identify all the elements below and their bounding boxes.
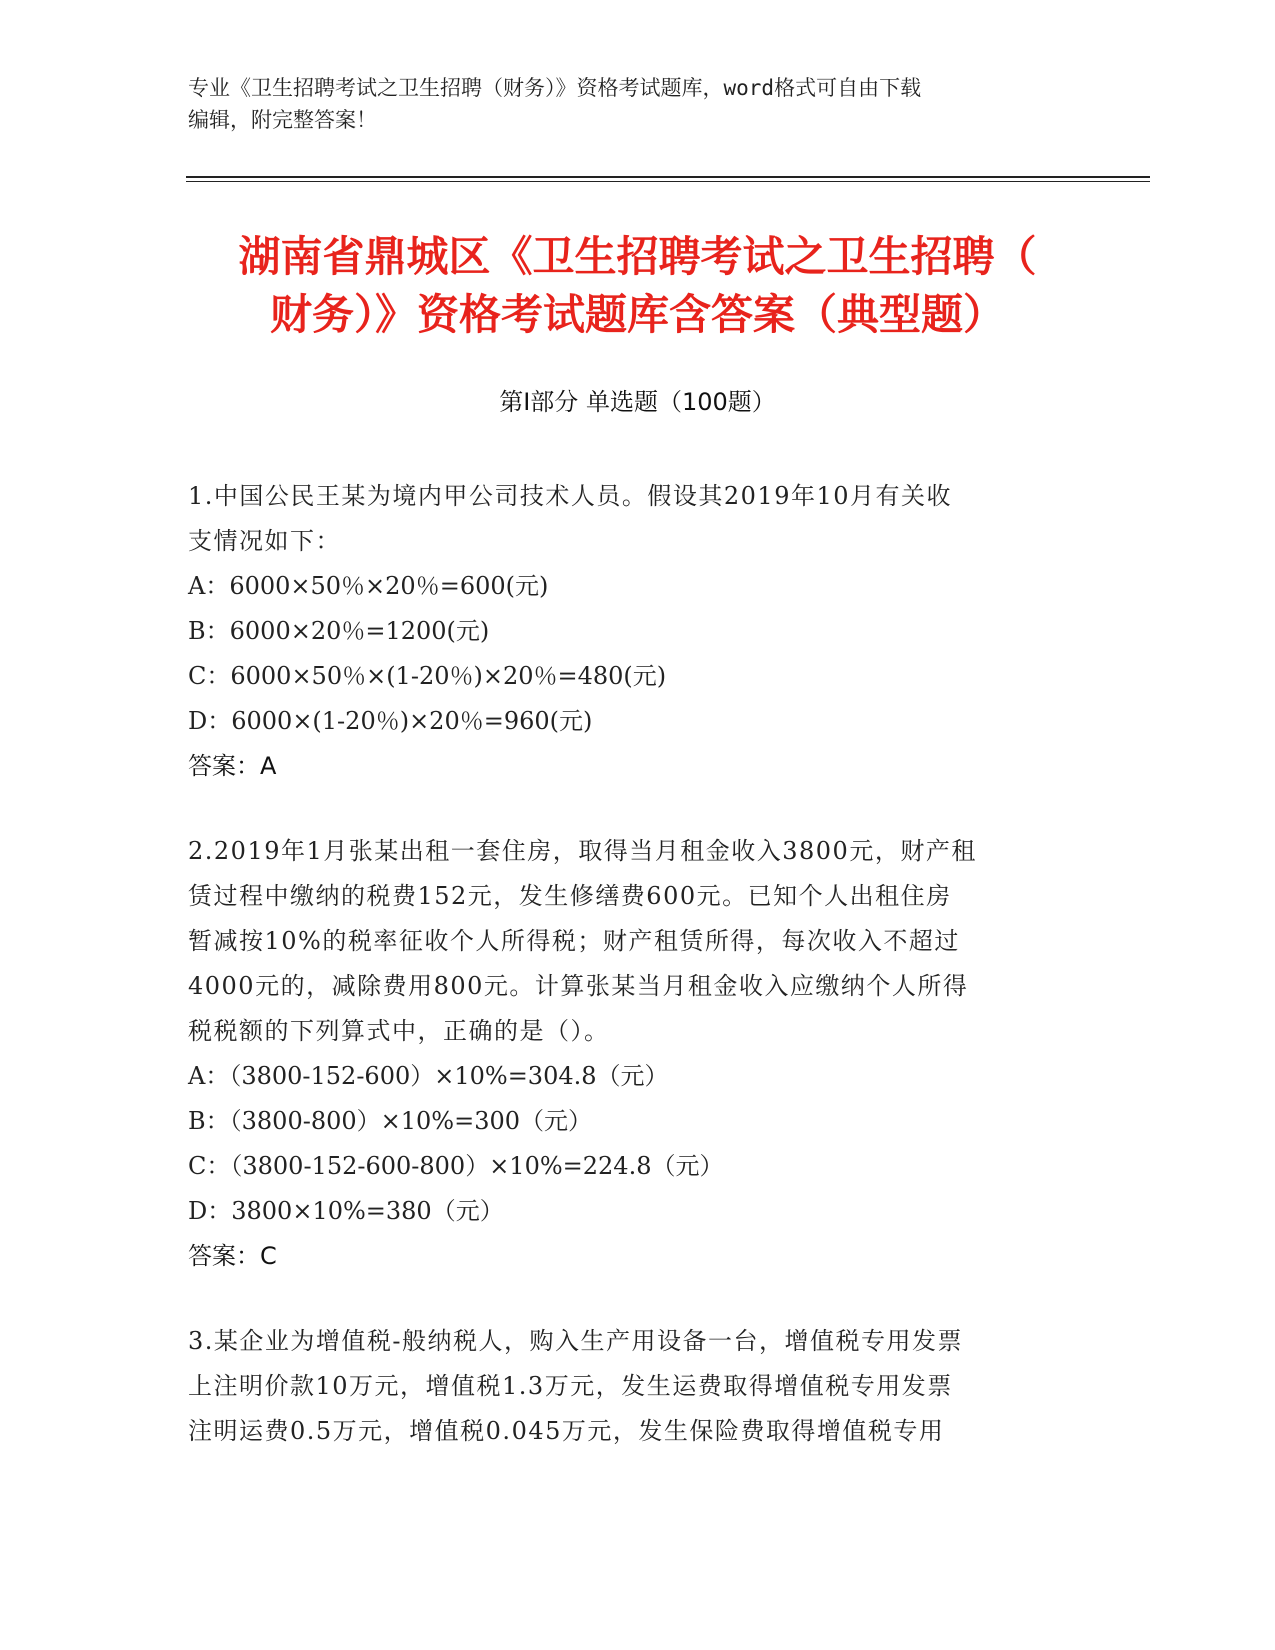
section-title: 第Ⅰ部分 单选题（100题） — [499, 388, 776, 416]
question-stem-line: 税税额的下列算式中，正确的是（）。 — [188, 1017, 610, 1045]
header-line: 编辑，附完整答案！ — [188, 108, 377, 132]
option-a: A：6000×50％×20％=600(元) — [188, 572, 549, 600]
title-line: 湖南省鼎城区《卫生招聘考试之卫生招聘（ — [238, 232, 1037, 281]
question-stem-line: 4000元的，减除费用800元。计算张某当月租金收入应缴纳个人所得 — [188, 972, 969, 1000]
option-c: C：6000×50％×(1-20％)×20％=480(元) — [188, 662, 667, 690]
question-stem-line: 2.2019年1月张某出租一套住房，取得当月租金收入3800元，财产租 — [188, 837, 977, 865]
question-stem-line: 1.中国公民王某为境内甲公司技术人员。假设其2019年10月有关收 — [188, 482, 953, 510]
question-1 — [188, 474, 1088, 789]
option-b: B：6000×20％=1200(元) — [188, 617, 490, 645]
question-list — [188, 474, 1088, 1494]
question-2 — [188, 829, 1088, 1279]
question-stem-line: 上注明价款10万元，增值税1.3万元，发生运费取得增值税专用发票 — [188, 1372, 953, 1400]
title-line: 财务）》资格考试题库含答案（典型题） — [269, 290, 1005, 339]
question-3 — [188, 1319, 1088, 1454]
option-c: C：（3800-152-600-800）×10%=224.8（元） — [188, 1152, 724, 1180]
document-title — [150, 228, 1125, 344]
question-stem-line: 注明运费0.5万元，增值税0.045万元，发生保险费取得增值税专用 — [188, 1417, 945, 1445]
question-stem-line: 支情况如下： — [188, 527, 341, 555]
option-b: B：（3800-800）×10%=300（元） — [188, 1107, 593, 1135]
header-line: 专业《卫生招聘考试之卫生招聘（财务）》资格考试题库，word格式可自由下载 — [188, 76, 922, 100]
header-rule-thin — [186, 181, 1150, 182]
option-d: D：6000×(1-20％)×20％=960(元) — [188, 707, 593, 735]
question-stem-line: 3.某企业为增值税-般纳税人，购入生产用设备一台，增值税专用发票 — [188, 1327, 964, 1355]
header-rule-thick — [186, 176, 1150, 178]
question-stem-line: 赁过程中缴纳的税费152元，发生修缮费600元。已知个人出租住房 — [188, 882, 952, 910]
answer: 答案：C — [188, 1242, 277, 1270]
option-d: D：3800×10%=380（元） — [188, 1197, 504, 1225]
option-a: A：（3800-152-600）×10%=304.8（元） — [188, 1062, 669, 1090]
question-stem-line: 暂减按10%的税率征收个人所得税；财产租赁所得，每次收入不超过 — [188, 927, 960, 955]
header-note — [188, 72, 1068, 136]
answer: 答案：A — [188, 752, 277, 780]
